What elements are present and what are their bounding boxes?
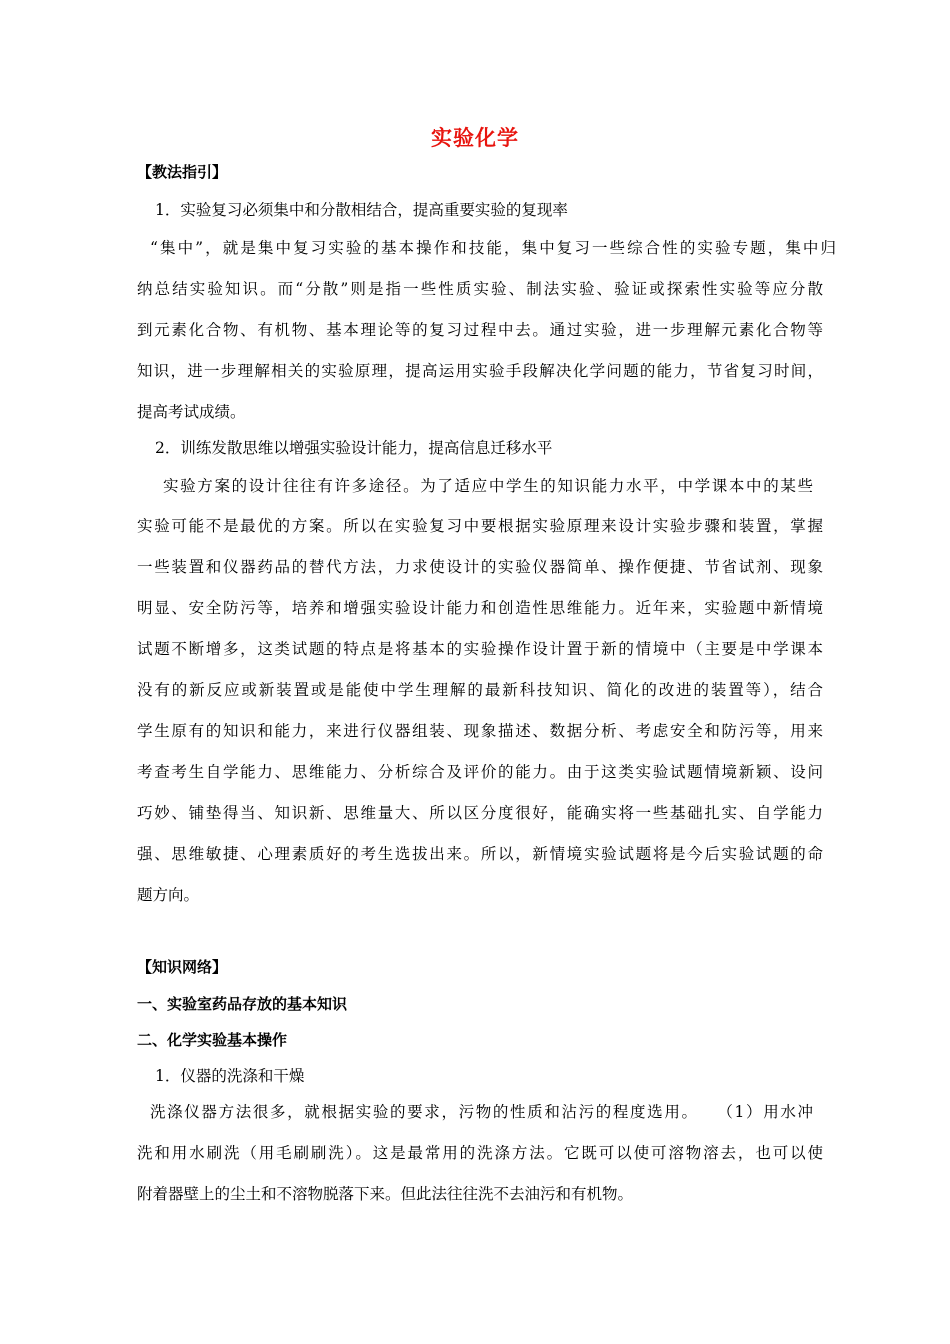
- paragraph-3-line-2: 洗和用水刷洗（用毛刷刷洗）。这是最常用的洗涤方法。它既可以使可溶物溶去，也可以使: [137, 1144, 823, 1162]
- section-heading-knowledge-network: 【知识网络】: [137, 958, 228, 976]
- paragraph-1-line-3: 到元素化合物、有机物、基本理论等的复习过程中去。通过实验，进一步理解元素化合物等: [137, 321, 823, 339]
- item-washing-drying: 1．仪器的洗涤和干燥: [155, 1067, 305, 1085]
- point-2: 2．训练发散思维以增强实验设计能力，提高信息迁移水平: [155, 439, 553, 457]
- paragraph-2-line-4: 明显、安全防污等，培养和增强实验设计能力和创造性思维能力。近年来，实验题中新情境: [137, 599, 823, 617]
- paragraph-2-line-11: 题方向。: [137, 886, 200, 904]
- paragraph-3-line-3: 附着器壁上的尘土和不溶物脱落下来。但此法往往洗不去油污和有机物。: [137, 1185, 634, 1203]
- subheading-storage: 一、实验室药品存放的基本知识: [137, 995, 348, 1013]
- section-heading-teaching-guide: 【教法指引】: [137, 163, 228, 181]
- point-1: 1．实验复习必须集中和分散相结合，提高重要实验的复现率: [155, 201, 568, 219]
- paragraph-1-line-1: “集中”，就是集中复习实验的基本操作和技能，集中复习一些综合性的实验专题，集中归: [150, 239, 836, 257]
- paragraph-3-line-1: 洗涤仪器方法很多，就根据实验的要求，污物的性质和沾污的程度选用。 （1）用水冲: [150, 1103, 813, 1121]
- paragraph-1-line-5: 提高考试成绩。: [137, 403, 246, 421]
- paragraph-2-line-10: 强、思维敏捷、心理素质好的考生选拔出来。所以，新情境实验试题将是今后实验试题的命: [137, 845, 823, 863]
- paragraph-2-line-7: 学生原有的知识和能力，来进行仪器组装、现象描述、数据分析、考虑安全和防污等，用来: [137, 722, 823, 740]
- paragraph-2-line-1: 实验方案的设计往往有许多途径。为了适应中学生的知识能力水平，中学课本中的某些: [163, 477, 813, 495]
- paragraph-2-line-3: 一些装置和仪器药品的替代方法，力求使设计的实验仪器简单、操作便捷、节省试剂、现象: [137, 558, 823, 576]
- paragraph-2-line-5: 试题不断增多，这类试题的特点是将基本的实验操作设计置于新的情境中（主要是中学课本: [137, 640, 823, 658]
- paragraph-2-line-6: 没有的新反应或新装置或是能使中学生理解的最新科技知识、简化的改进的装置等），结合: [137, 681, 823, 699]
- paragraph-1-line-4: 知识，进一步理解相关的实验原理，提高运用实验手段解决化学问题的能力，节省复习时间，: [137, 362, 823, 380]
- paragraph-1-line-2: 纳总结实验知识。而“分散”则是指一些性质实验、制法实验、验证或探索性实验等应分散: [137, 280, 823, 298]
- subheading-basic-operations: 二、化学实验基本操作: [137, 1031, 288, 1049]
- document-title: 实验化学: [431, 126, 519, 150]
- paragraph-2-line-9: 巧妙、铺垫得当、知识新、思维量大、所以区分度很好，能确实将一些基础扎实、自学能力: [137, 804, 823, 822]
- paragraph-2-line-8: 考查考生自学能力、思维能力、分析综合及评价的能力。由于这类实验试题情境新颖、设问: [137, 763, 823, 781]
- paragraph-2-line-2: 实验可能不是最优的方案。所以在实验复习中要根据实验原理来设计实验步骤和装置，掌握: [137, 517, 823, 535]
